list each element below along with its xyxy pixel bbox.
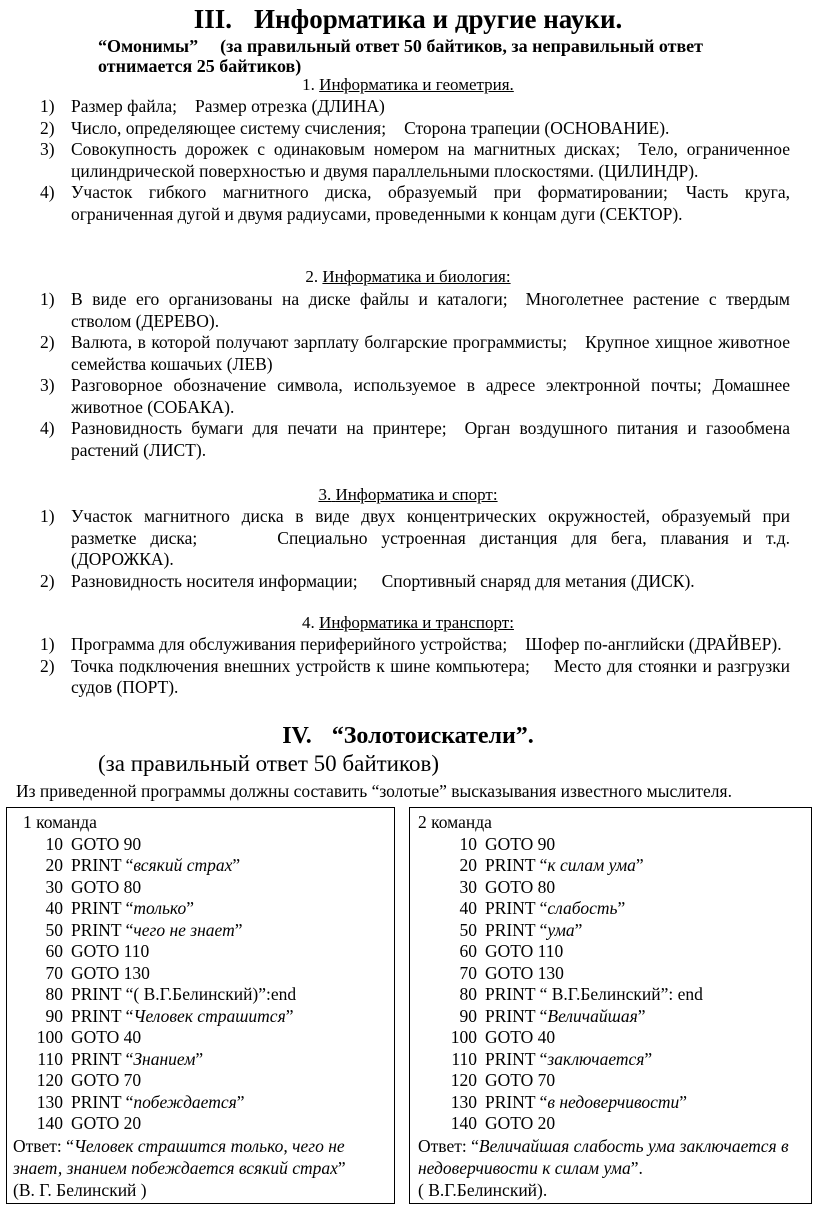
program-line: 30 GOTO 80 — [45, 876, 142, 897]
program-line: 140 GOTO 20 — [450, 1113, 556, 1133]
program-line: 30 GOTO 80 — [459, 876, 556, 897]
section-heading-geometry: 1. Информатика и геометрия. — [302, 75, 514, 94]
program-line: 80 PRINT “( В.Г.Белинский)”:end — [45, 984, 297, 1004]
section-list-biology — [40, 289, 790, 461]
program-line: 130 PRINT “побеждается” — [36, 1091, 245, 1112]
list-item: 1) Участок магнитного диска в виде двух концентрических окружностей, образуемый при разметке диска; Специально устроенная дистанция для бега, плавания и т.д. (ДОРОЖКА). — [40, 506, 790, 569]
list-item: 3) Совокупность дорожек с одинаковым номером на магнитных дисках; Тело, ограниченное цилиндрической поверхностью и двумя параллельными плоскостями. (ЦИЛИНДР). — [40, 139, 791, 181]
team2-title: 2 команда — [418, 812, 492, 832]
section-heading-transport: 4. Информатика и транспорт: — [302, 613, 514, 632]
program-line: 110 PRINT “Знанием” — [37, 1048, 204, 1069]
team2-answer-author: ( В.Г.Белинский). — [418, 1180, 548, 1200]
list-item: 1) В виде его организованы на диске файлы и каталоги; Многолетнее растение с твердым стволом (ДЕРЕВО). — [40, 289, 790, 331]
list-item: 2) Валюта, в которой получают зарплату болгарские программисты; Крупное хищное животное семейства кошачьих (ЛЕВ) — [40, 332, 791, 374]
team1-program-lines — [17, 834, 296, 1135]
part4-subtitle: (за правильный ответ 50 байтиков) — [98, 751, 440, 776]
list-item: 1) Размер файла; Размер отрезка (ДЛИНА) — [40, 96, 385, 116]
list-item: 2) Точка подключения внешних устройств к шине компьютера; Место для стоянки и разгрузки судов (ПОРТ). — [40, 655, 790, 697]
program-line: 20 PRINT “к силам ума” — [459, 855, 644, 875]
list-item: 2) Число, определяющее систему счисления; Сторона трапеции (ОСНОВАНИЕ). — [40, 117, 670, 138]
program-line: 50 PRINT “ума” — [459, 919, 583, 940]
team2-answer: Ответ: “Величайшая слабость ума заключается в недоверчивости к силам ума”. ( В.Г.Белинский). — [418, 1136, 789, 1200]
program-line: 60 GOTO 110 — [45, 941, 150, 961]
part3-title — [0, 2, 816, 36]
program-line: 40 PRINT “слабость” — [459, 898, 626, 918]
program-line: 130 PRINT “в недоверчивости” — [450, 1091, 688, 1112]
part4-intro: Из приведенной программы должны составить “золотые” высказывания известного мыслителя. — [16, 781, 732, 801]
program-line: 100 GOTO 40 — [450, 1027, 556, 1047]
program-line: 50 PRINT “чего не знает” — [45, 919, 243, 940]
list-item: 1) Программа для обслуживания периферийного устройства; Шофер по-английски (ДРАЙВЕР). — [40, 634, 782, 654]
team1-program-box — [6, 807, 395, 1204]
program-line: 40 PRINT “только” — [45, 898, 194, 918]
program-line: 90 PRINT “Человек страшится” — [45, 1005, 294, 1026]
program-line: 70 GOTO 130 — [45, 962, 150, 983]
part4-title: IV. “Золотоискатели”. — [282, 723, 534, 749]
section-heading-biology: 2. Информатика и биология: — [305, 267, 511, 286]
program-line: 70 GOTO 130 — [459, 962, 564, 983]
section-list-transport — [40, 634, 790, 699]
program-line: 80 PRINT “ В.Г.Белинский”: end — [459, 984, 703, 1004]
program-line: 20 PRINT “всякий страх” — [45, 855, 241, 875]
team1-answer-author: (В. Г. Белинский ) — [13, 1180, 147, 1200]
section-list-geometry — [40, 96, 790, 225]
part3-number: III. — [193, 4, 232, 34]
part3-subtitle — [98, 36, 758, 76]
program-line: 90 PRINT “Величайшая” — [459, 1005, 646, 1026]
list-item: 2) Разновидность носителя информации; Спортивный снаряд для метания (ДИСК). — [40, 570, 695, 591]
team2-program-lines — [443, 834, 703, 1135]
part3-title-text: Информатика и другие науки. — [253, 4, 623, 34]
section-list-sport — [40, 506, 790, 592]
section-heading-sport: 3. Информатика и спорт: — [318, 485, 498, 504]
list-item: 4) Разновидность бумаги для печати на принтере; Орган воздушного питания и газообмена растений (ЛИСТ). — [40, 418, 790, 460]
list-item: 3) Разговорное обозначение символа, используемое в адресе электронной почты; Домашнее животное (СОБАКА). — [40, 375, 790, 417]
subtitle-game-name: “Омонимы” — [98, 36, 199, 56]
program-line: 120 GOTO 70 — [450, 1070, 556, 1090]
program-line: 110 PRINT “заключается” — [451, 1048, 653, 1069]
subtitle-scoring: (за правильный ответ 50 байтиков, за неправильный ответ отнимается 25 байтиков) — [98, 36, 703, 76]
program-line: 10 GOTO 90 — [459, 833, 556, 854]
program-line: 10 GOTO 90 — [45, 833, 142, 854]
program-line: 60 GOTO 110 — [459, 941, 564, 961]
team1-title: 1 команда — [23, 812, 97, 832]
team1-answer: Ответ: “Человек страшится только, чего не знает, знанием побеждается всякий страх” (В. Г. Белинский ) — [13, 1136, 346, 1200]
program-line: 100 GOTO 40 — [36, 1027, 142, 1047]
program-line: 140 GOTO 20 — [36, 1113, 142, 1133]
team2-program-box — [409, 807, 812, 1204]
program-line: 120 GOTO 70 — [36, 1070, 142, 1090]
list-item: 4) Участок гибкого магнитного диска, образуемый при форматировании; Часть круга, ограниченная дугой и двумя радиусами, проведенными к концам дуги (СЕКТОР). — [40, 182, 790, 224]
